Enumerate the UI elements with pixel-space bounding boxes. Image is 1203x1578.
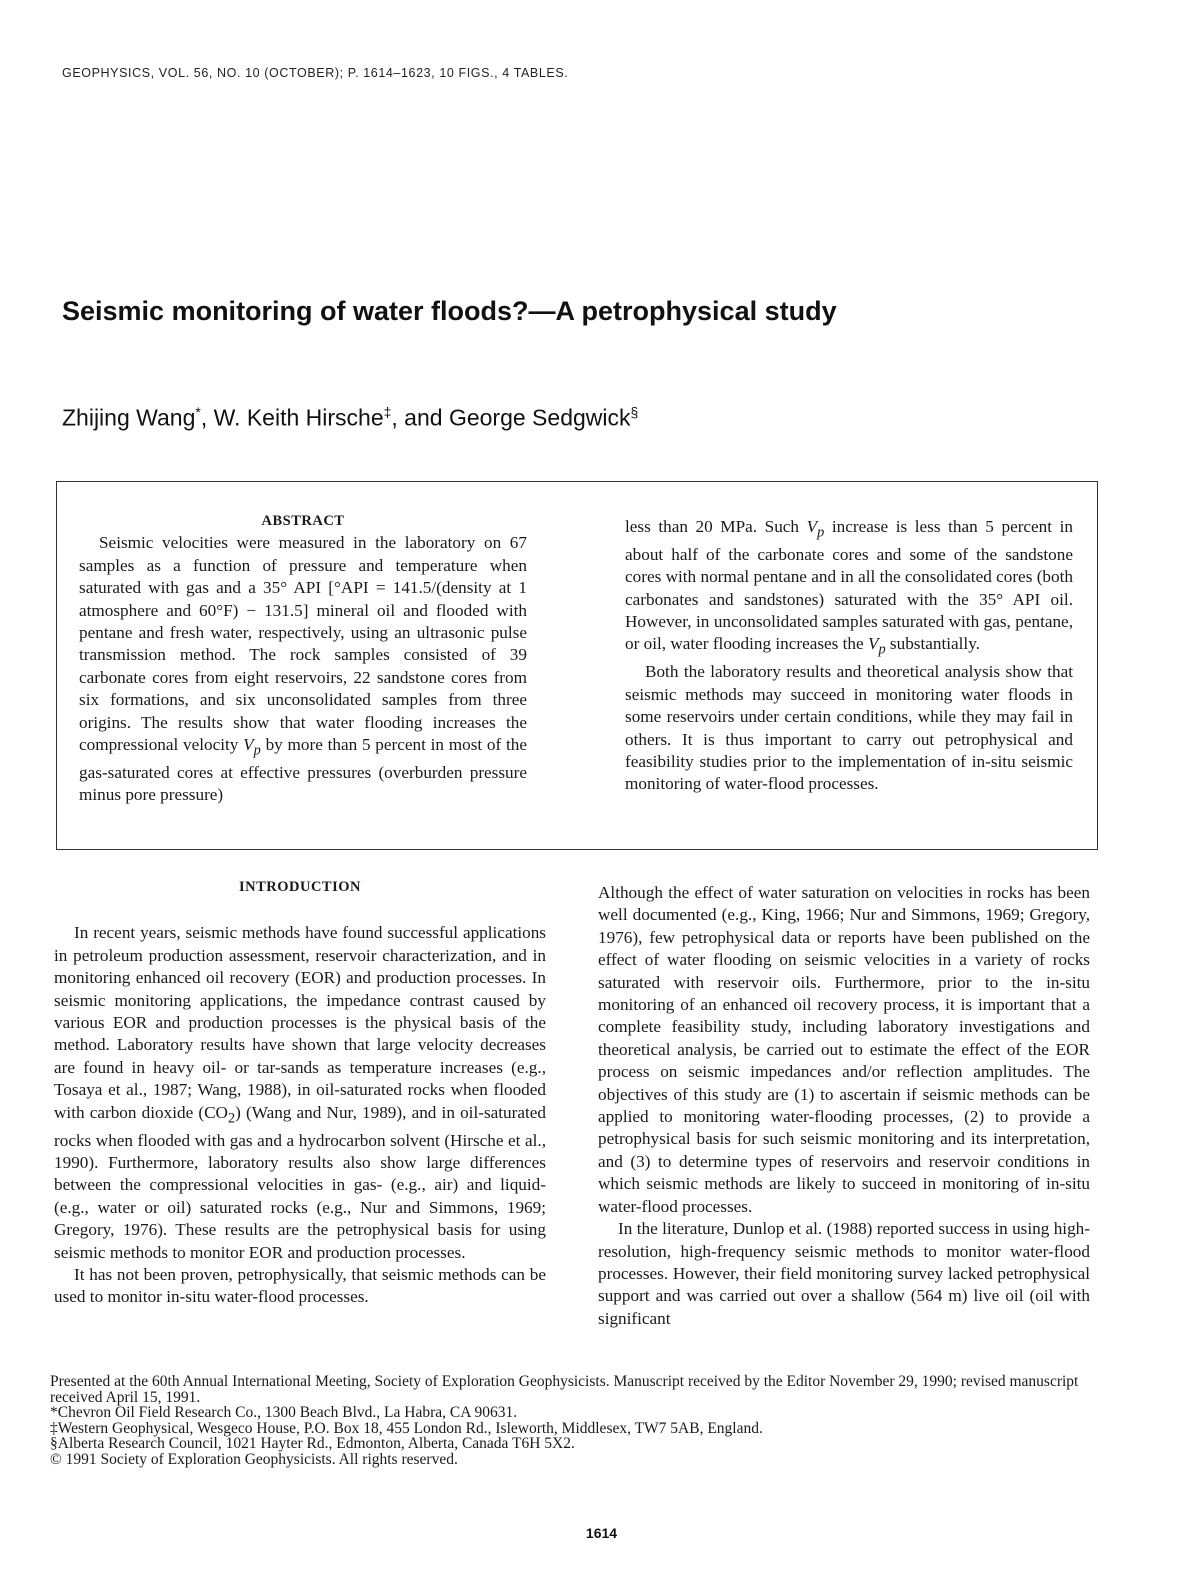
body-text: ) (Wang and Nur, 1989), and in oil-saturated rocks when flooded with gas and a hydrocarbon solvent (Hirsche et al., 1990). Furthermore, laboratory results also show large differences between the compressional velocities in gas- (e.g., air) and liquid- (e.g., water or oil) saturated rocks (e.g., Nur and Simmons, 1969; Gregory, 1976). These results are the petrophysical basis for using seismic methods to monitor EOR and production processes. (54, 1102, 546, 1262)
abstract-left-column (79, 510, 527, 807)
author-list (62, 404, 1142, 432)
abstract-text: less than 20 MPa. Such (625, 517, 807, 536)
author-name: Zhijing Wang (62, 404, 196, 431)
author-name: W. Keith Hirsche (213, 404, 384, 431)
body-paragraph: Although the effect of water saturation on velocities in rocks has been well documented (e.g., King, 1966; Nur and Simmons, 1969; Gregory, 1976), few petrophysical data or reports have been published on the effect of water flooding on seismic velocities in a variety of rocks saturated with reservoir oils. Furthermore, prior to the in-situ monitoring of an enhanced oil recovery process, it is important that a complete feasibility study, including laboratory investigations and theoretical analysis, be carried out to estimate the effect of the EOR process on seismic impedances and/or reflection amplitudes. The objectives of this study are (1) to ascertain if seismic methods can be applied to monitoring water-flooding processes, (2) to provide a petrophysical basis for such seismic monitoring and its interpretation, and (3) to determine types of reservoirs and reservoir conditions in which seismic methods are likely to succeed in monitoring of in-situ water-flood processes. (598, 883, 1090, 1216)
author-mark: ‡ (383, 404, 392, 420)
body-text: In recent years, seismic methods have found successful applications in petroleum production assessment, reservoir characterization, and in monitoring enhanced oil recovery (EOR) and production processes. In seismic monitoring applications, the impedance contrast caused by various EOR and production processes is the physical basis of the method. Laboratory results have shown that large velocity decreases are found in heavy oil- or tar-sands as temperature increases (e.g., Tosaya et al., 1987; Wang, 1988), in oil-saturated rocks when flooded with carbon dioxide (CO (54, 923, 546, 1122)
footnotes (50, 1374, 1110, 1467)
author-mark: * (195, 404, 201, 420)
abstract-paragraph-continued (625, 516, 1073, 661)
abstract-text: substantially. (885, 634, 980, 654)
symbol-vp: $V_p$ (867, 634, 886, 658)
footnote: §Alberta Research Council, 1021 Hayter Rd., Edmonton, Alberta, Canada T6H 5X2. (50, 1435, 575, 1452)
symbol-vp: $V_p$ (243, 735, 261, 759)
journal-citation-line: GEOPHYSICS, VOL. 56, NO. 10 (OCTOBER); P. 1614–1623, 10 FIGS., 4 TABLES. (62, 66, 569, 80)
footnote: Presented at the 60th Annual International Meeting, Society of Exploration Geophysicists. Manuscript received by the Editor November 29, 1990; revised manuscript received April 15, 1991. (50, 1373, 1079, 1406)
abstract-right-column (625, 516, 1073, 796)
body-paragraph: In the literature, Dunlop et al. (1988) reported success in using high-resolution, high-frequency seismic methods to monitor water-flood processes. However, their field monitoring survey lacked petrophysical support and was carried out over a shallow (564 m) live oil (oil with significant (598, 1219, 1090, 1328)
author-separator: , (200, 404, 214, 431)
subscript: 2 (227, 1110, 236, 1127)
article-title: Seismic monitoring of water floods?—A petrophysical study (62, 296, 837, 326)
author-mark: § (630, 404, 639, 420)
author-name: George Sedgwick (448, 404, 631, 431)
abstract-paragraph: Both the laboratory results and theoretical analysis show that seismic methods may succeed in monitoring water floods in some reservoirs under certain conditions, while they may fail in others. It is thus important to carry out petrophysical and feasibility studies prior to the implementation of in-situ seismic monitoring of water-flood processes. (625, 662, 1073, 794)
author-separator: , and (391, 404, 449, 431)
abstract-text: by more than 5 percent in most of the gas-saturated cores at effective pressures (overburden pressure minus pore pressure) (79, 735, 527, 805)
abstract-heading: ABSTRACT (261, 513, 345, 529)
symbol-vp: $V_p$ (806, 517, 825, 541)
footnote: *Chevron Oil Field Research Co., 1300 Beach Blvd., La Habra, CA 90631. (50, 1404, 518, 1421)
abstract-text: Seismic velocities were measured in the laboratory on 67 samples as a function of pressure and temperature when saturated with gas and a 35° API [°API = 141.5/(density at 1 atmosphere and 60°F) − 131.5] mineral oil and flooded with pentane and fresh water, respectively, using an ultrasonic pulse transmission method. The rock samples consisted of 39 carbonate cores from eight reservoirs, 22 sandstone cores from six formations, and six unconsolidated samples from three origins. The results show that water flooding increases the compressional velocity (79, 533, 527, 755)
section-heading-introduction: INTRODUCTION (238, 879, 361, 895)
body-left-column (54, 876, 546, 1309)
abstract-box (56, 481, 1098, 850)
abstract-text: increase is less than 5 percent in about half of the carbonate cores and some of the sandstone cores with normal pentane and in all the consolidated cores (both carbonates and sandstones) saturated with the 35° API oil. However, in unconsolidated samples saturated with gas, pentane, or oil, water flooding increases the (625, 517, 1074, 654)
body-paragraph (54, 922, 546, 1264)
abstract-paragraph (79, 532, 527, 806)
footnote: © 1991 Society of Exploration Geophysicists. All rights reserved. (50, 1450, 458, 1468)
footnote: ‡Western Geophysical, Wesgeco House, P.O. Box 18, 455 London Rd., Isleworth, Middlesex, TW7 5AB, England. (50, 1419, 763, 1437)
page-number: 1614 (585, 1525, 618, 1541)
body-right-column (598, 882, 1090, 1330)
body-paragraph: It has not been proven, petrophysically, that seismic methods can be used to monitor in-situ water-flood processes. (54, 1264, 546, 1307)
